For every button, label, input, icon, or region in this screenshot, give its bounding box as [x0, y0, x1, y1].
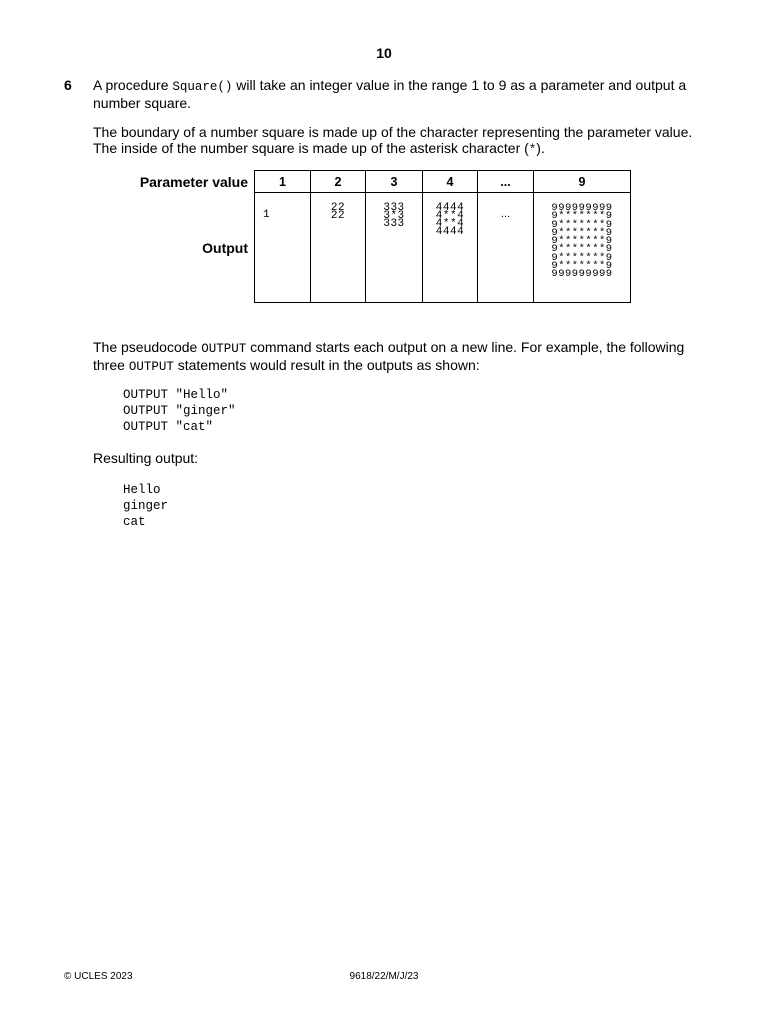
footer-paper-code: 9618/22/M/J/23 — [349, 971, 419, 982]
question-intro — [93, 77, 713, 111]
param-cell-2: 2 — [311, 171, 366, 193]
boundary-text-2: ). — [536, 140, 545, 156]
output-cell-4 — [423, 193, 478, 303]
footer-copyright: © UCLES 2023 — [64, 971, 133, 982]
output-cell-3 — [366, 193, 423, 303]
parameter-value-label: Parameter value — [139, 174, 248, 190]
explanation-text-2: command starts each output on a new line. For example, the following three — [93, 339, 685, 373]
explanation-code-1: OUTPUT — [201, 342, 247, 356]
boundary-paragraph — [93, 124, 713, 158]
output-square-4: 4444 4**4 4**4 4444 — [435, 202, 465, 238]
intro-code: Square() — [172, 80, 233, 94]
question-number: 6 — [64, 77, 72, 93]
output-cell-9 — [534, 193, 631, 303]
output-label: Output — [202, 240, 248, 256]
param-cell-1: 1 — [255, 171, 311, 193]
output-cell-1 — [255, 193, 311, 303]
output-ellipsis: ... — [500, 208, 511, 220]
number-square-table — [254, 170, 631, 303]
parameter-row — [255, 171, 631, 193]
explanation-text-1: The pseudocode — [93, 339, 202, 355]
resulting-output-label: Resulting output: — [93, 450, 199, 466]
output-cell-2 — [311, 193, 366, 303]
intro-text-2: will take an integer value in the range 1 to 9 as a parameter and output a number square. — [93, 77, 687, 111]
param-cell-ellipsis: ... — [478, 171, 534, 193]
pseudocode-example: OUTPUT "Hello" OUTPUT "ginger" OUTPUT "cat" — [123, 388, 236, 434]
output-square-3: 333 3*3 333 — [383, 202, 405, 230]
output-cell-ellipsis — [478, 193, 534, 303]
boundary-code: * — [528, 143, 537, 157]
param-cell-3: 3 — [366, 171, 423, 193]
output-square-1: 1 — [263, 209, 271, 221]
explanation-paragraph — [93, 339, 713, 375]
output-row — [255, 193, 631, 303]
page-number: 10 — [376, 45, 392, 61]
intro-text-1: A procedure — [93, 77, 173, 93]
explanation-code-2: OUTPUT — [128, 360, 174, 374]
resulting-output: Hello ginger cat — [123, 483, 169, 529]
boundary-text-1: The boundary of a number square is made up of the character representing the parameter value. The inside of the number square is made up of the asterisk character ( — [93, 124, 693, 156]
param-cell-9: 9 — [534, 171, 631, 193]
output-square-2: 22 22 — [330, 202, 346, 222]
param-cell-4: 4 — [423, 171, 478, 193]
output-square-9: 999999999 9*******9 9*******9 9*******9 9*******9 9*******9 9*******9 9*******9 999999999 — [551, 202, 613, 281]
explanation-text-3: statements would result in the outputs as shown: — [173, 357, 480, 373]
